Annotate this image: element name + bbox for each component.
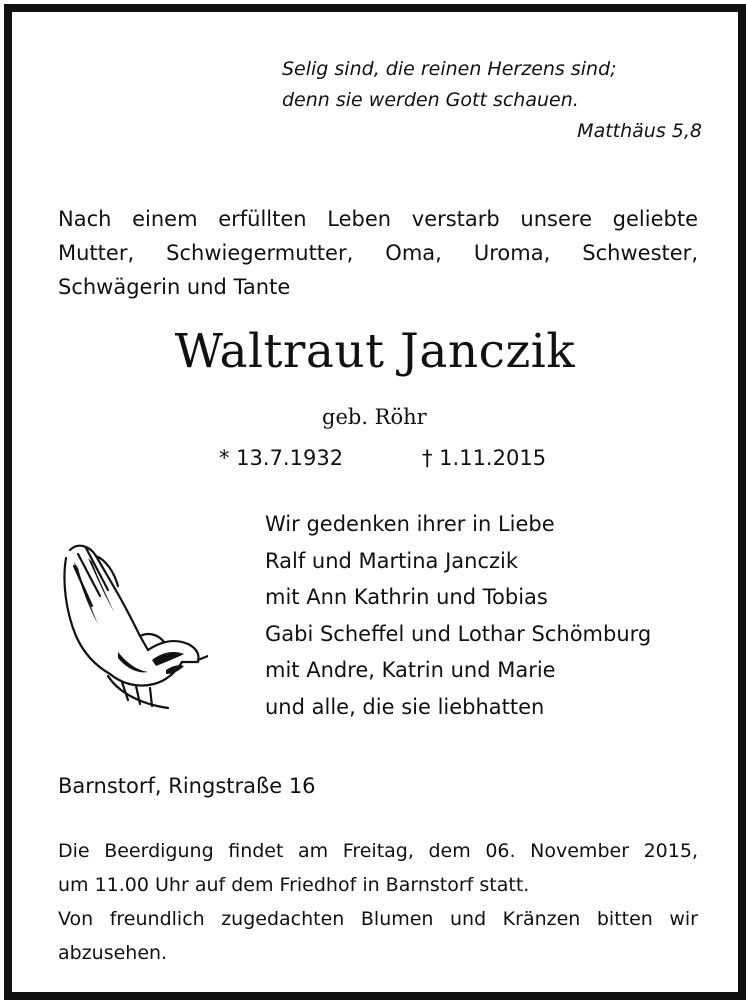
intro-line-2: Mutter, Schwiegermutter, Oma, Uroma, Schwester, (58, 241, 698, 265)
verse-reference: Matthäus 5,8 (577, 120, 702, 142)
service-line-1: Die Beerdigung findet am Freitag, dem 06. November 2015, (58, 840, 698, 862)
address: Barnstorf, Ringstraße 16 (58, 774, 316, 798)
deceased-name: Waltraut Janczik (174, 324, 576, 379)
intro-line-3: Schwägerin und Tante (58, 275, 291, 299)
verse-line-1: Selig sind, die reinen Herzens sind; (282, 58, 617, 80)
obituary-frame (4, 4, 746, 1000)
intro-line-1: Nach einem erfüllten Leben verstarb unsere geliebte (58, 207, 698, 231)
maiden-name: geb. Röhr (322, 405, 427, 429)
mourner-line: mit Andre, Katrin und Marie (265, 658, 556, 682)
mourner-line: Gabi Scheffel und Lothar Schömburg (265, 621, 652, 646)
service-line-3: Von freundlich zugedachten Blumen und Kränzen bitten wir (58, 908, 698, 930)
verse-line-2: denn sie werden Gott schauen. (282, 89, 579, 111)
bible-verse (282, 54, 702, 147)
birth-date: * 13.7.1932 (219, 446, 344, 470)
mourner-line: und alle, die sie liebhatten (265, 694, 545, 719)
service-line-2: um 11.00 Uhr auf dem Friedhof in Barnstorf statt. (58, 874, 530, 896)
funeral-service-text (58, 834, 698, 970)
praying-hands-icon (48, 532, 208, 717)
mourners-heading: Wir gedenken ihrer in Liebe (265, 512, 555, 536)
death-date: † 1.11.2015 (422, 446, 547, 470)
mourner-line: mit Ann Kathrin und Tobias (265, 585, 548, 609)
mourners-list (265, 506, 725, 725)
intro-text (58, 202, 698, 304)
service-line-4: abzusehen. (58, 942, 168, 964)
mourner-line: Ralf und Martina Janczik (265, 548, 519, 573)
